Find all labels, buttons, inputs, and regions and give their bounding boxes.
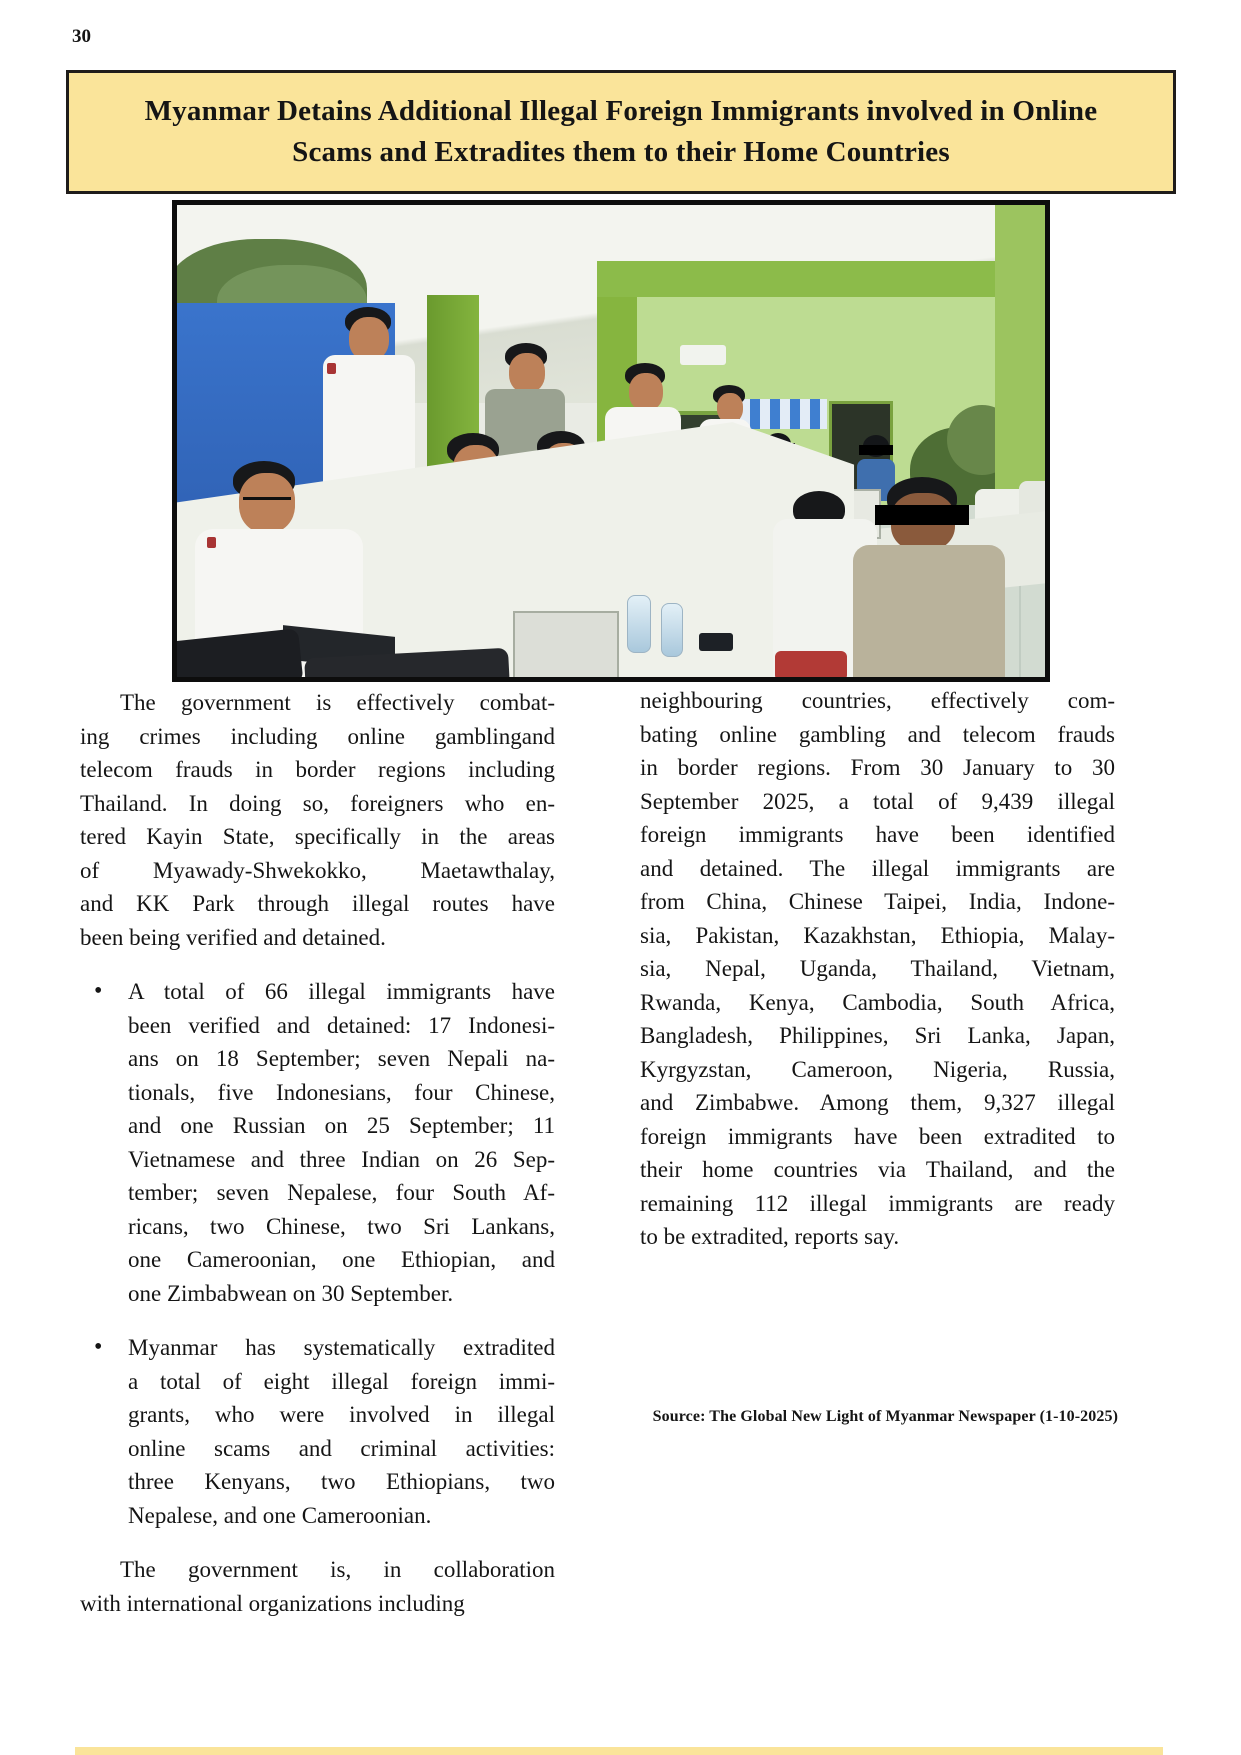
photo-water-bottle [627,595,651,653]
text-line: one Zimbabwean on 30 September. [128,1280,454,1306]
paragraph [80,686,555,954]
photo-shoulder-patch [207,537,216,548]
text-line: foreign immigrants have been identified [640,822,1115,847]
text-line: September 2025, a total of 9,439 illegal [640,788,1115,814]
photo-officer-head [629,373,663,411]
photo-censor-bar [875,505,969,525]
photo-smartphone [699,633,733,651]
photo-plastic-chair [775,651,847,681]
text-line: Nepalese, and one Cameroonian. [128,1502,432,1528]
text-line: tionals, five Indonesians, four Chinese, [128,1079,555,1105]
text-line: telecom frauds in border regions including [80,757,555,782]
text-line: sia, Nepal, Uganda, Thailand, Vietnam, [640,956,1115,981]
photo-officer-head [509,353,545,393]
article-title-line-1: Myanmar Detains Additional Illegal Foreign Immigrants involved in Online [144,95,1098,127]
text-line: ans on 18 September; seven Nepali na- [128,1046,555,1071]
text-line: in border regions. From 30 January to 30 [640,755,1115,780]
text-line: tember; seven Nepalese, four South Af- [128,1180,555,1205]
text-line: and Zimbabwe. Among them, 9,327 illegal [640,1090,1115,1115]
article-photo [172,200,1050,682]
photo-censor-bar [859,445,893,455]
text-line: Bangladesh, Philippines, Sri Lanka, Japan, [640,1023,1115,1048]
text-line: tered Kayin State, specifically in the areas [80,824,555,849]
bullet-paragraph [80,1331,555,1532]
text-line: neighbouring countries, effectively com- [640,688,1115,713]
text-line: online scams and criminal activities: [128,1435,555,1461]
photo-shoulder-patch [327,363,336,374]
text-line: three Kenyans, two Ethiopians, two [128,1469,555,1494]
photo-water-bottle [661,603,683,657]
text-line: bating online gambling and telecom frauds [640,721,1115,747]
text-line: Kyrgyzstan, Cameroon, Nigeria, Russia, [640,1056,1115,1082]
text-line: been verified and detained: 17 Indonesi- [128,1012,555,1038]
bullet-marker: • [94,978,103,1004]
text-line: of Myawady-Shwekokko, Maetawthalay, [80,857,555,883]
bullet-marker: • [94,1334,103,1360]
text-line: and detained. The illegal immigrants are [640,855,1115,881]
article-left-column [80,686,555,1620]
source-attribution: Source: The Global New Light of Myanmar Newspaper (1-10-2025) [652,1408,1118,1425]
article-title-line-2: Scams and Extradites them to their Home Countries [292,136,950,168]
text-line: The government is effectively combat- [120,690,555,715]
text-line: Vietnamese and three Indian on 26 Sep- [128,1146,555,1172]
text-line: Myanmar has systematically extradited [128,1335,555,1360]
photo-green-beam [597,261,1045,299]
photo-laptop-lid [513,611,619,681]
text-line: and KK Park through illegal routes have [80,891,555,916]
next-section-highlight-strip [75,1747,1163,1755]
text-line: and one Russian on 25 September; 11 [128,1113,555,1138]
article-title-box [66,70,1176,194]
paragraph [80,1553,555,1620]
text-line: a total of eight illegal foreign immi- [128,1368,555,1394]
text-line: Thailand. In doing so, foreigners who en- [80,790,555,816]
text-line: The government is, in collaboration [120,1557,555,1582]
text-line: ricans, two Chinese, two Sri Lankans, [128,1213,555,1239]
text-line: with international organizations including [80,1590,465,1616]
text-line: A total of 66 illegal immigrants have [128,979,555,1004]
page-number: 30 [72,26,91,47]
text-line: been being verified and detained. [80,924,386,950]
bullet-paragraph [80,975,555,1310]
text-line: sia, Pakistan, Kazakhstan, Ethiopia, Malay- [640,922,1115,948]
text-line: foreign immigrants have been extradited to [640,1123,1115,1149]
paragraph [640,684,1115,1254]
text-line: from China, Chinese Taipei, India, Indone- [640,889,1115,914]
photo-officer-glasses [243,497,291,508]
photo-foreground-detainee [853,545,1005,677]
photo-ac-unit [680,345,726,365]
text-line: grants, who were involved in illegal [128,1402,555,1427]
article-right-column [640,684,1115,1254]
text-line: their home countries via Thailand, and the [640,1157,1115,1182]
text-line: remaining 112 illegal immigrants are ready [640,1190,1115,1216]
text-line: Rwanda, Kenya, Cambodia, South Africa, [640,989,1115,1015]
text-line: to be extradited, reports say. [640,1224,900,1249]
text-line: ing crimes including online gamblingand [80,723,555,749]
text-line: one Cameroonian, one Ethiopian, and [128,1247,555,1272]
